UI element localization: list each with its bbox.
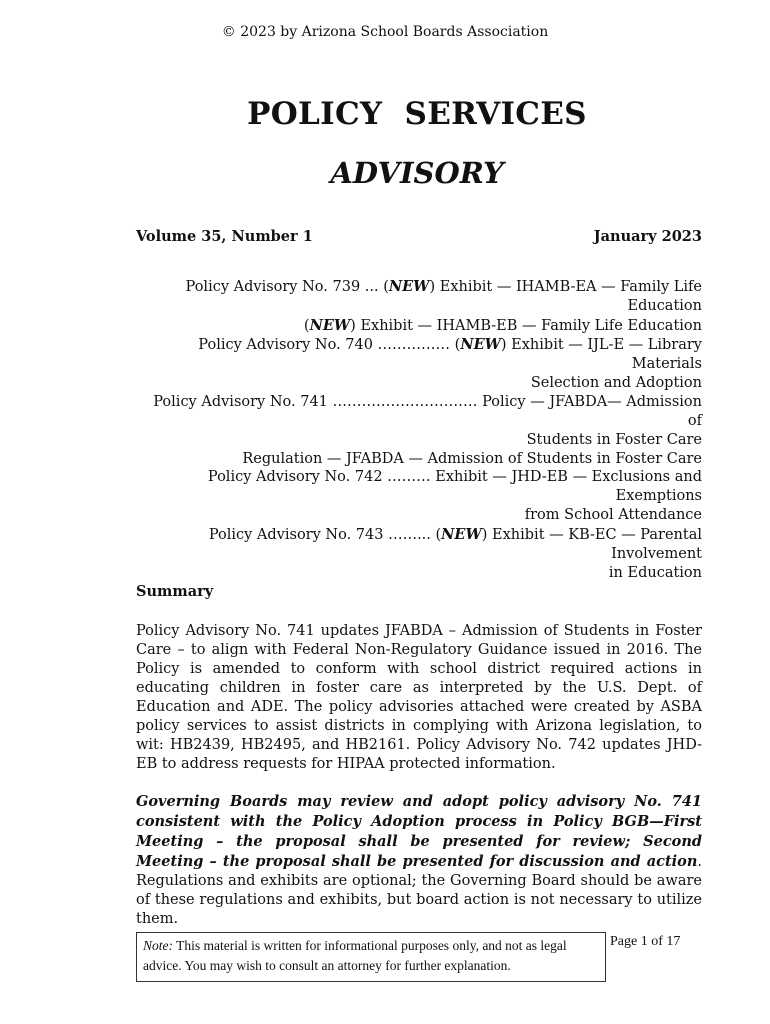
new-marker: NEW xyxy=(309,317,351,334)
adoption-emphasis: Governing Boards may review and adopt policy advisory No. 741 consistent with the Policy Adoption process in Policy BGB—First Meeting – the proposal shall be presented for review; Second Meeting – the proposal shall be presented for discussion and action xyxy=(136,793,702,870)
advisory-741-line1: Policy Advisory No. 741 ………………………… Policy — JFABDA— Admission of xyxy=(153,394,702,429)
advisory-740 xyxy=(136,335,702,393)
volume-number: Volume 35, Number 1 xyxy=(136,228,313,245)
page-title: POLICY SERVICES xyxy=(247,96,587,132)
issue-date: January 2023 xyxy=(593,228,702,245)
new-marker: NEW xyxy=(441,526,482,543)
advisory-743-line2: in Education xyxy=(608,565,702,581)
advisory-740-line1: Policy Advisory No. 740 …………… (NEW) Exhibit — IJL-E — Library Materials xyxy=(198,336,702,372)
advisory-741-line2: Students in Foster Care xyxy=(526,432,702,448)
advisory-742 xyxy=(136,468,702,525)
page-subtitle: ADVISORY xyxy=(330,156,504,190)
new-marker: NEW xyxy=(460,336,501,353)
copyright-notice: © 2023 by Arizona School Boards Association xyxy=(221,24,549,40)
advisory-739-line1: Policy Advisory No. 739 ... (NEW) Exhibit — IHAMB-EA — Family Life Education xyxy=(185,278,702,314)
advisory-741-line3: Regulation — JFABDA — Admission of Students in Foster Care xyxy=(242,451,702,467)
new-marker: NEW xyxy=(388,278,430,295)
summary-paragraph-1: Policy Advisory No. 741 updates JFABDA – Admission of Students in Foster Care – to align with Federal Non-Regulatory Guidance issued in 2016. The Policy is amended to conform with school district required actions in educating children in foster care as interpreted by the U.S. Dept. of Education and ADE. The policy advisories attached were created by ASBA policy services to assist districts in complying with Arizona legislation, to wit: HB2439, HB2495, and HB2161. Policy Advisory No. 742 updates JHD-EB to address requests for HIPAA protected information. xyxy=(136,623,702,772)
advisory-743-line1: Policy Advisory No. 743 ……... (NEW) Exhibit — KB-EC — Parental Involvement xyxy=(208,526,702,562)
page-number: Page 1 of 17 xyxy=(610,934,681,949)
advisory-743 xyxy=(136,525,702,583)
advisory-739-line2: (NEW) Exhibit — IHAMB-EB — Family Life Education xyxy=(303,317,702,334)
summary-heading: Summary xyxy=(136,583,214,600)
issue-row xyxy=(136,228,702,245)
advisory-742-line1: Policy Advisory No. 742 ……… Exhibit — JHD-EB — Exclusions and Exemptions xyxy=(207,469,702,504)
disclaimer-note-box xyxy=(136,932,606,982)
note-text: This material is written for informational purposes only, and not as legal advice. You may wish to consult an attorney for further explanation. xyxy=(143,938,567,973)
advisory-742-line2: from School Attendance xyxy=(524,507,702,523)
advisory-739 xyxy=(136,277,702,336)
advisory-741 xyxy=(136,393,702,469)
advisory-740-line2: Selection and Adoption xyxy=(530,375,702,391)
summary-paragraph-2: Governing Boards may review and adopt policy advisory No. 741 consistent with the Policy Adoption process in Policy BGB—First Meeting – the proposal shall be presented for review; Second Meeting – the proposal shall be presented for discussion and action. Regulations and exhibits are optional; the Governing Board should be aware of these regulations and exhibits, but board action is not necessary to utilize them. xyxy=(136,793,702,927)
note-label: Note: xyxy=(143,938,173,953)
